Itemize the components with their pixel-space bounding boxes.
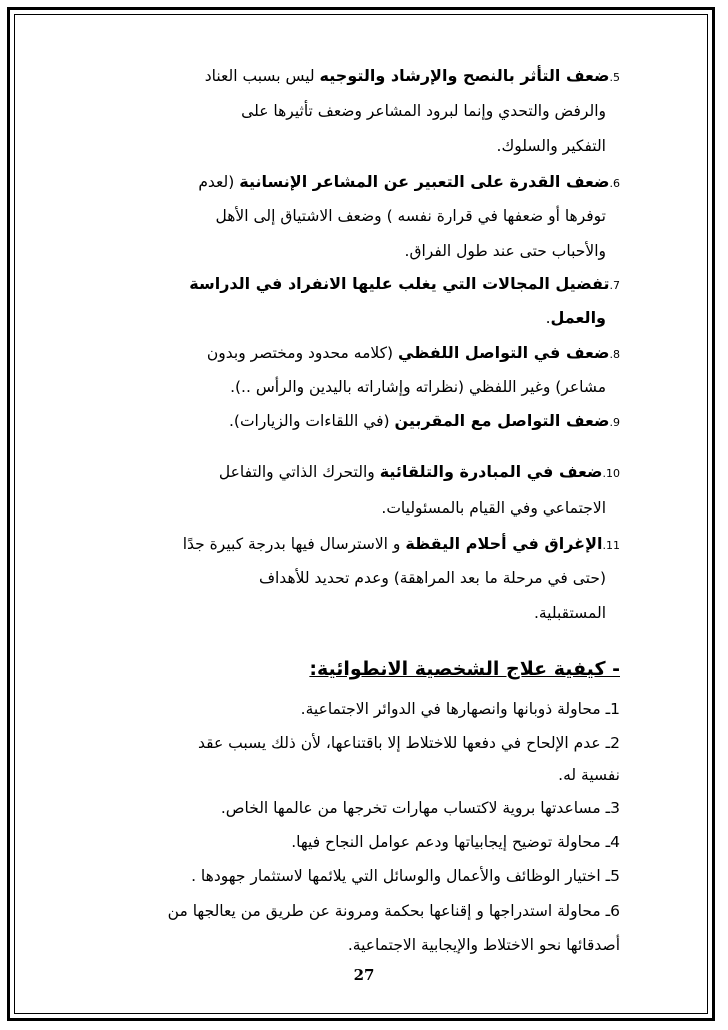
item-title: تفضيل المجالات التي يغلب عليها الانفراد في الدراسة [189, 274, 610, 293]
treatment-item-5: 5ـ اختيار الوظائف والأعمال والوسائل التي يلائمها لاستثمار جهودها . [191, 867, 620, 885]
symptom-item-7-line-2 [546, 306, 606, 330]
treatment-item-1: 1ـ محاولة ذوبانها وانصهارها في الدوائر الاجتماعية. [300, 700, 620, 718]
item-number: 9. [609, 416, 620, 429]
symptom-item-5-line-2: والرفض والتحدي وإنما لبرود المشاعر وضعف تأثيرها على [241, 102, 606, 120]
symptom-item-6-line-1 [198, 170, 620, 196]
symptom-item-6-line-3: والأحباب حتى عند طول الفراق. [404, 242, 606, 260]
item-text: و الاسترسال فيها بدرجة كبيرة جدًا [182, 535, 406, 553]
item-text: (في اللقاءات والزيارات). [228, 412, 395, 430]
symptom-item-8-line-1 [207, 341, 620, 367]
treatment-item-4: 4ـ محاولة توضيح إيجابياتها ودعم عوامل النجاح فيها. [291, 833, 620, 851]
item-title: ضعف التواصل مع المقربين [394, 411, 610, 430]
treatment-item-6-line-1: 6ـ محاولة استدراجها و إقناعها بحكمة ومرونة عن طريق من يعالجها من [167, 902, 620, 920]
item-text: ليس بسبب العناد [204, 67, 320, 85]
symptom-item-9-line-1 [229, 409, 620, 435]
item-number: 7. [609, 279, 620, 292]
item-title-continued: والعمل [550, 308, 606, 327]
treatment-item-2-line-2: نفسية له. [558, 766, 620, 784]
treatment-item-3: 3ـ مساعدتها بروية لاكتساب مهارات تخرجها من عالمها الخاص. [220, 799, 620, 817]
symptom-item-11-line-2: (حتى في مرحلة ما بعد المراهقة) وعدم تحديد للأهداف [258, 569, 606, 587]
item-title: الإغراق في أحلام اليقظة [405, 534, 603, 553]
symptom-item-7-line-1 [189, 272, 620, 298]
item-title: ضعف التأثر بالنصح والإرشاد والتوجيه [319, 66, 610, 85]
item-number: 11. [602, 539, 620, 552]
symptom-item-5-line-1 [205, 64, 620, 90]
item-number: 10. [602, 467, 620, 480]
item-number: 5. [609, 71, 620, 84]
symptom-item-5-line-3: التفكير والسلوك. [496, 137, 606, 155]
item-number: 8. [609, 348, 620, 361]
symptom-item-10-line-1 [219, 460, 620, 486]
item-text: . [545, 309, 551, 327]
item-number: 6. [609, 177, 620, 190]
item-title: ضعف في المبادرة والتلقائية [379, 462, 603, 481]
item-text: والتحرك الذاتي والتفاعل [218, 463, 380, 481]
page-number: 27 [353, 966, 375, 984]
symptom-item-11-line-1 [183, 532, 620, 558]
treatment-item-2-line-1: 2ـ عدم الإلحاح في دفعها للاختلاط إلا باقتناعها، لأن ذلك يسبب عقد [198, 734, 620, 752]
item-text: (لعدم [198, 173, 240, 191]
item-text: (كلامه محدود ومختصر وبدون [206, 344, 398, 362]
symptom-item-11-line-3: المستقبلية. [533, 604, 606, 622]
section-heading: - كيفية علاج الشخصية الانطوائية: [309, 658, 620, 680]
symptom-item-6-line-2: توفرها أو ضعفها في قرارة نفسه ) وضعف الاشتياق إلى الأهل [215, 207, 606, 225]
item-title: ضعف القدرة على التعبير عن المشاعر الإنسانية [239, 172, 610, 191]
symptom-item-8-line-2: مشاعر) وغير اللفظي (نظراته وإشاراته باليدين والرأس ..). [230, 378, 606, 396]
symptom-item-10-line-2: الاجتماعي وفي القيام بالمسئوليات. [381, 499, 606, 517]
treatment-item-6-line-2: أصدقائها نحو الاختلاط والإيجابية الاجتماعية. [347, 936, 620, 954]
item-title: ضعف في التواصل اللفظي [397, 343, 610, 362]
